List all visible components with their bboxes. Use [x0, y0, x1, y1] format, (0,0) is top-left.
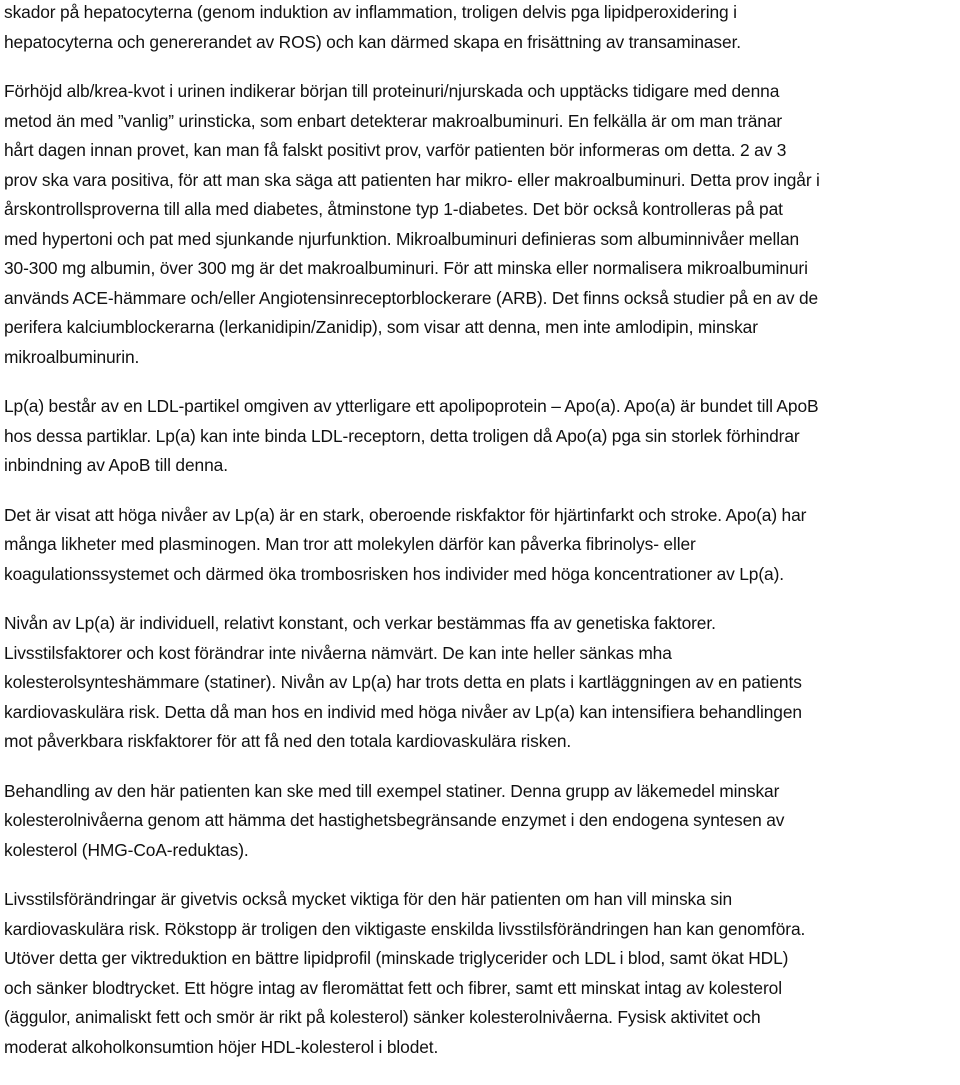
text-line: koagulationssystemet och därmed öka trombosrisken hos individer med höga koncentrationer av Lp(a).	[4, 563, 784, 584]
text-line: 30-300 mg albumin, över 300 mg är det makroalbuminuri. För att minska eller normalisera mikroalbuminuri	[4, 258, 808, 278]
text-line: många likheter med plasminogen. Man tror att molekylen därför kan påverka fibrinolys- eller	[4, 534, 696, 554]
text-line: mot påverkbara riskfaktorer för att få ned den totala kardiovaskulära risken.	[4, 731, 572, 751]
text-line: hepatocyterna och genererandet av ROS) och kan därmed skapa en frisättning av transaminaser.	[4, 31, 742, 52]
text-line: Behandling av den här patienten kan ske med till exempel statiner. Denna grupp av läkemedel minskar	[4, 780, 780, 801]
text-line: kolesterolsynteshämmare (statiner). Nivån av Lp(a) har trots detta en plats i kartläggningen av en patients	[4, 672, 802, 692]
document-page	[4, 0, 956, 1062]
text-line: moderat alkoholkonsumtion höjer HDL-kolesterol i blodet.	[4, 1036, 439, 1057]
paragraph-lpa-structure	[4, 392, 956, 481]
paragraph-treatment	[4, 777, 956, 866]
text-line: Förhöjd alb/krea-kvot i urinen indikerar början till proteinuri/njurskada och upptäcks tidigare med denna	[4, 81, 780, 101]
text-line: Lp(a) består av en LDL-partikel omgiven av ytterligare ett apolipoprotein – Apo(a). Apo(a) är bundet till ApoB	[4, 396, 819, 416]
text-line: prov ska vara positiva, för att man ska säga att patienten har mikro- eller makroalbuminuri. Detta prov ingår i	[4, 169, 820, 190]
text-line: och sänker blodtrycket. Ett högre intag av fleromättat fett och fibrer, samt ett minskat intag av kolesterol	[4, 977, 782, 998]
text-line: (äggulor, animaliskt fett och smör är rikt på kolesterol) sänker kolesterolnivåerna. Fysisk aktivitet och	[4, 1007, 761, 1027]
text-line: kolesterolnivåerna genom att hämma det hastighetsbegränsande enzymet i den endogena syntesen av	[4, 810, 785, 830]
text-line: Nivån av Lp(a) är individuell, relativt konstant, och verkar bestämmas ffa av genetiska faktorer.	[4, 613, 716, 633]
text-line: används ACE-hämmare och/eller Angiotensinreceptorblockerare (ARB). Det finns också studier på en av de	[4, 287, 819, 308]
paragraph-albuminuria	[4, 77, 956, 372]
text-line: perifera kalciumblockerarna (lerkanidipin/Zanidip), som visar att denna, men inte amlodipin, minskar	[4, 317, 758, 337]
text-line: hårt dagen innan provet, kan man få falskt positivt prov, varför patienten bör informeras om detta. 2 av 3	[4, 140, 787, 160]
text-line: Utöver detta ger viktreduktion en bättre lipidprofil (minskade triglycerider och LDL i blod, samt ökat HDL)	[4, 948, 789, 968]
text-line: Livsstilsfaktorer och kost förändrar inte nivåerna nämvärt. De kan inte heller sänkas mha	[4, 642, 672, 663]
text-line: med hypertoni och pat med sjunkande njurfunktion. Mikroalbuminuri definieras som albuminnivåer mellan	[4, 228, 800, 249]
text-line: kolesterol (HMG-CoA-reduktas).	[4, 839, 249, 860]
text-line: Livsstilsförändringar är givetvis också mycket viktiga för den här patienten om han vill minska sin	[4, 889, 733, 909]
text-line: inbindning av ApoB till denna.	[4, 455, 228, 475]
text-line: Det är visat att höga nivåer av Lp(a) är en stark, oberoende riskfaktor för hjärtinfarkt och stroke. Apo(a) har	[4, 504, 807, 525]
paragraph-lifestyle	[4, 885, 956, 1062]
paragraph-lpa-risk	[4, 501, 956, 590]
text-line: mikroalbuminurin.	[4, 346, 140, 367]
paragraph-liver	[4, 0, 956, 57]
text-line: kardiovaskulära risk. Rökstopp är troligen den viktigaste enskilda livsstilsförändringen han kan genomföra.	[4, 918, 806, 939]
text-line: skador på hepatocyterna (genom induktion av inflammation, troligen delvis pga lipidperoxidering i	[4, 2, 737, 22]
paragraph-lpa-level	[4, 609, 956, 757]
text-line: metod än med ”vanlig” urinsticka, som enbart detekterar makroalbuminuri. En felkälla är om man tränar	[4, 110, 783, 131]
text-line: årskontrollsproverna till alla med diabetes, åtminstone typ 1-diabetes. Det bör också kontrolleras på pat	[4, 199, 783, 219]
text-line: kardiovaskulära risk. Detta då man hos en individ med höga nivåer av Lp(a) kan intensifiera behandlingen	[4, 701, 802, 722]
text-line: hos dessa partiklar. Lp(a) kan inte binda LDL-receptorn, detta troligen då Apo(a) pga sin storlek förhindrar	[4, 425, 800, 446]
